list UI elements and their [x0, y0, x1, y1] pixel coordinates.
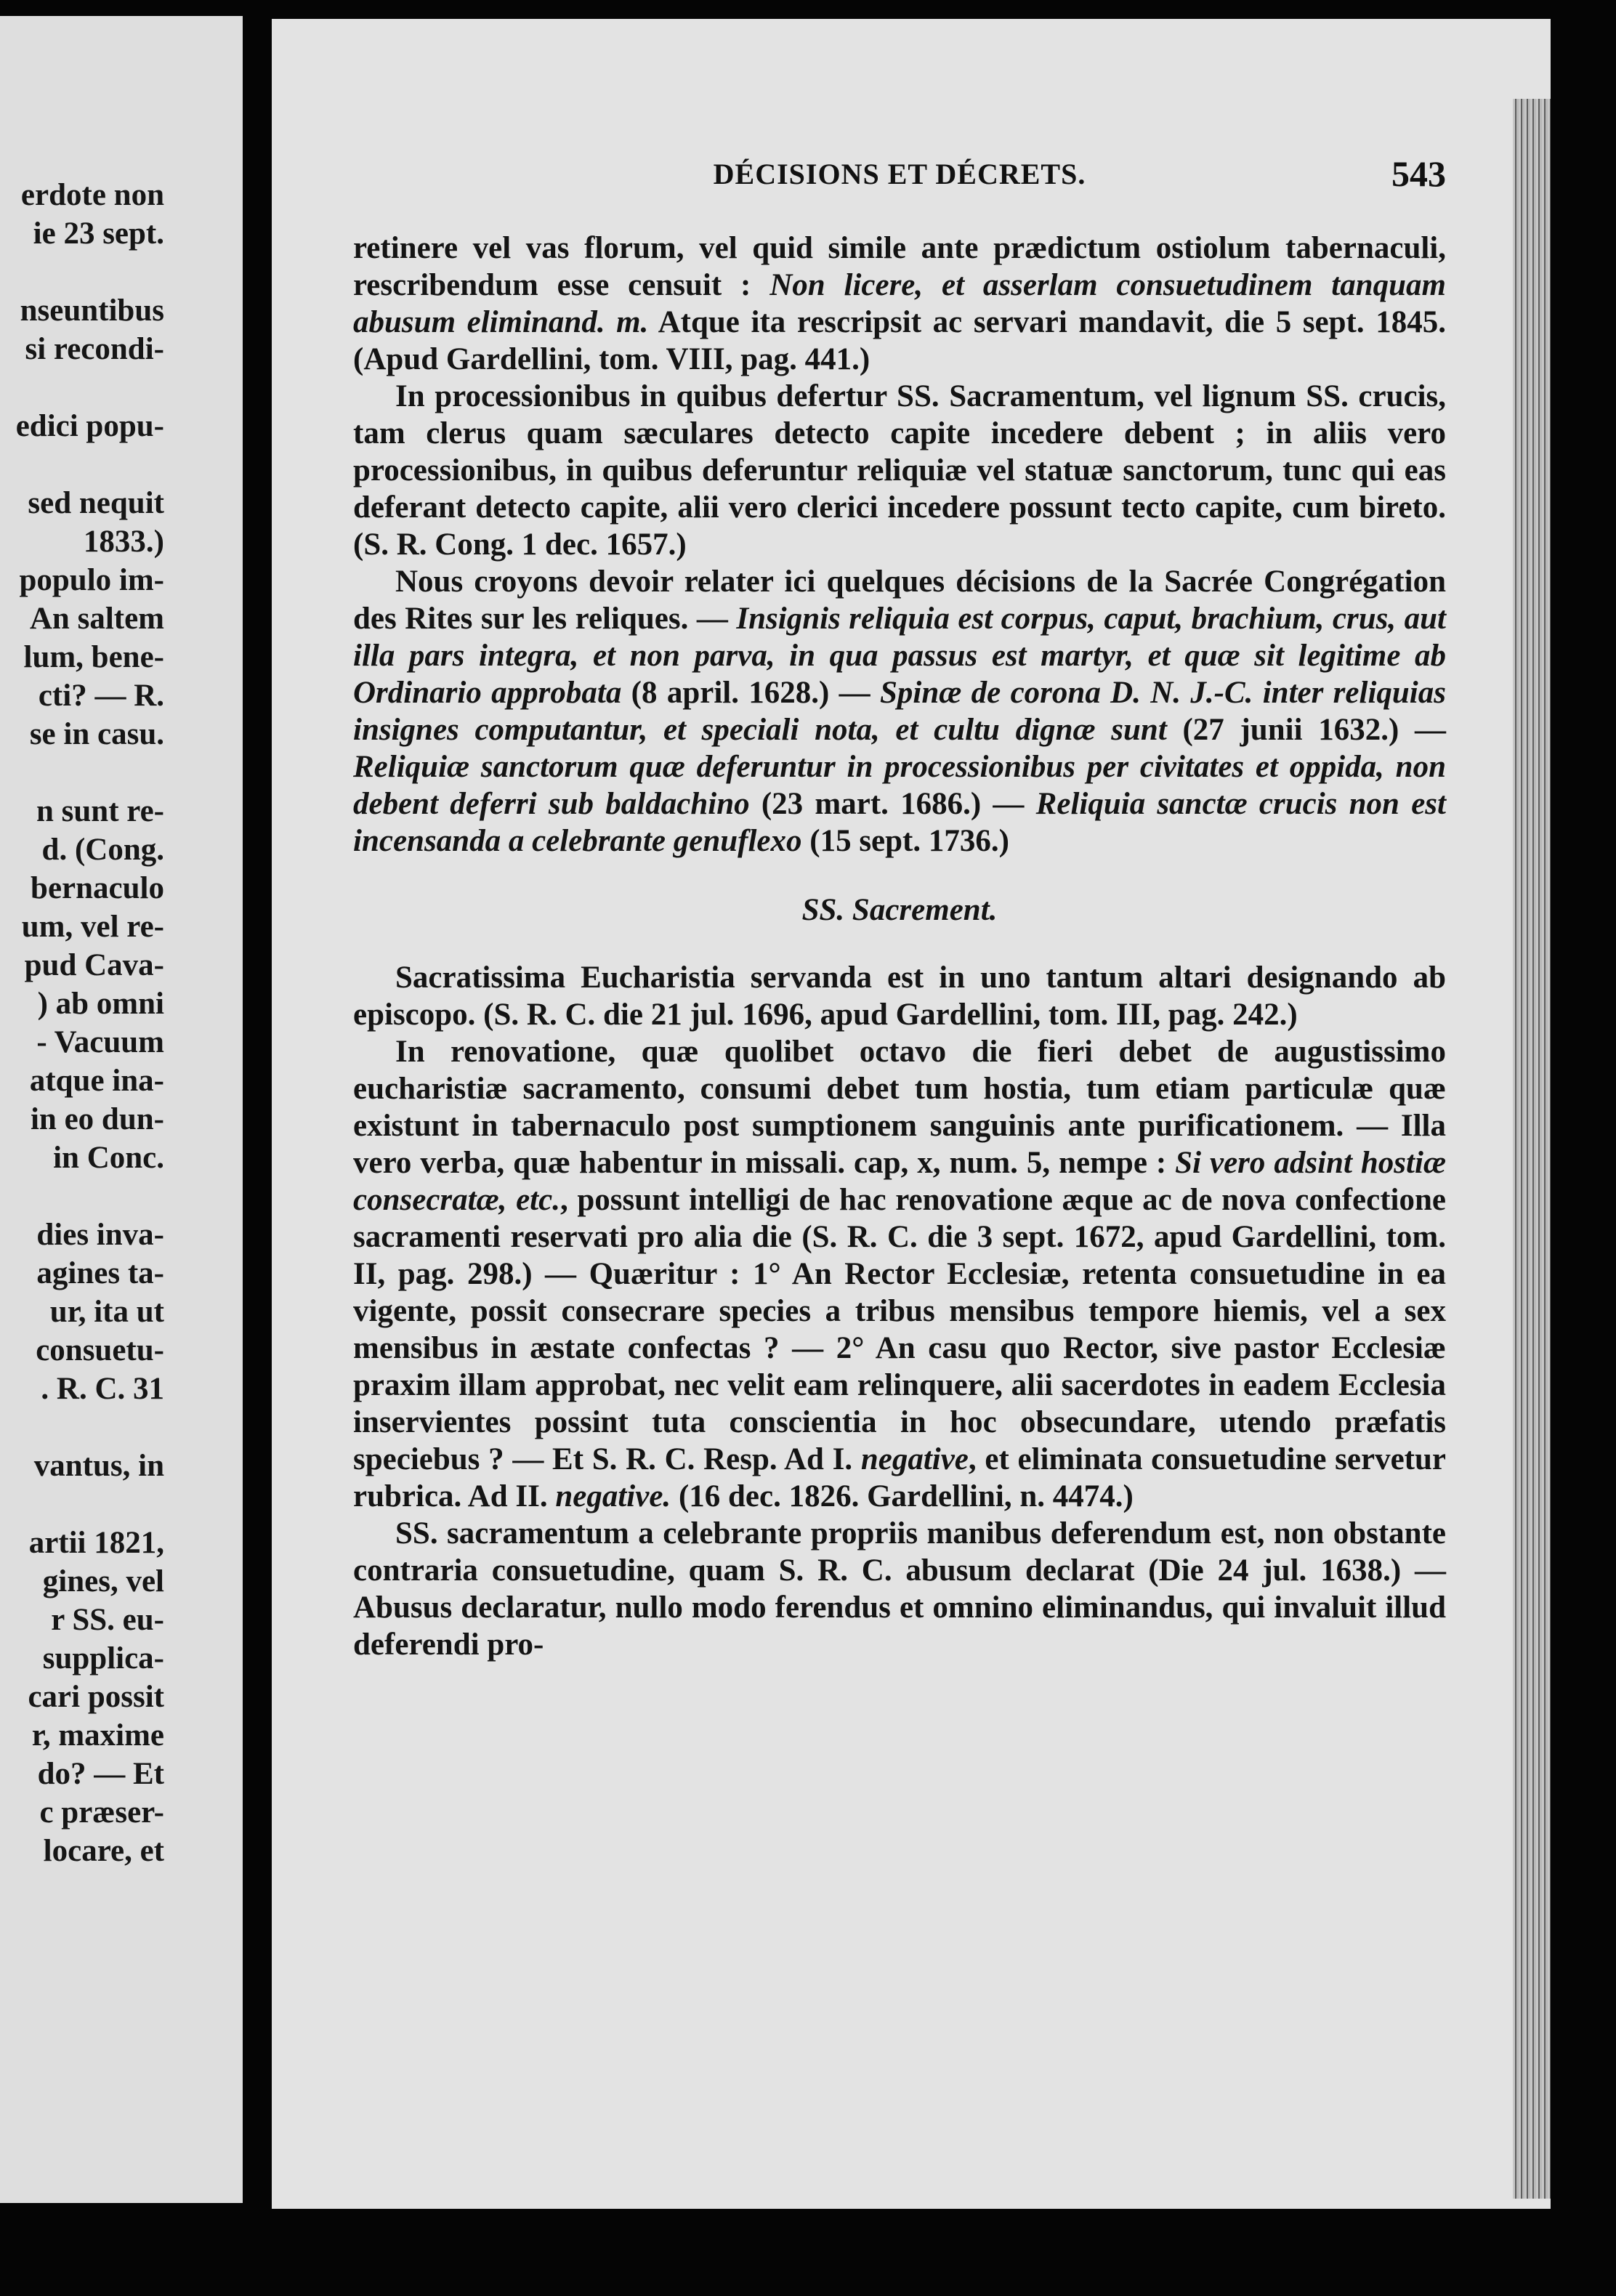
left-page-line: d. (Cong.	[41, 833, 164, 867]
text-run: , et eliminata consuetudine servetur rubrica. Ad II.	[353, 1442, 1446, 1513]
left-page-line: agines ta-	[36, 1256, 164, 1290]
left-page-line: gines, vel	[42, 1564, 164, 1598]
left-page-line: erdote non	[20, 178, 164, 212]
left-page-line: . R. C. 31	[41, 1372, 164, 1406]
left-page-line: atque ina-	[29, 1064, 164, 1098]
paragraph-eucharist-altar: Sacratissima Eucharistia servanda est in uno tantum altari designando ab episcopo. (S. R. C. die 21 jul. 1696, apud Gardellini, tom. III, pag. 242.)	[353, 961, 1446, 1032]
left-page-line	[16, 753, 164, 792]
left-page-line: bernaculo	[31, 871, 164, 905]
left-page-line: 1833.)	[83, 525, 164, 559]
left-page-line: edici popu-	[15, 409, 164, 443]
text-run: Nous croyons devoir relater ici quelques décisions de la Sacrée Congrégation des Rites sur les reliques. —	[353, 565, 1446, 636]
paragraph-renovation	[353, 1033, 1446, 1515]
text-run: (8 april. 1628.) —	[621, 676, 881, 710]
left-page-line: n sunt re-	[36, 794, 164, 828]
italic-run: Insignis reliquia est corpus, caput, brachium, crus, aut illa pars integra, et non parva, in qua passus est martyr, et quæ sit legitime ab Ordinario approbata	[353, 602, 1446, 710]
italic-run: Reliquiæ sanctorum quæ deferuntur in processionibus per civitates et oppida, non debent deferri sub baldachino	[353, 750, 1446, 821]
left-page-line: cari possit	[28, 1680, 164, 1714]
left-page-line: do? — Et	[37, 1757, 164, 1791]
left-page-line: se in casu.	[29, 717, 164, 751]
left-page-line: supplica-	[42, 1641, 164, 1675]
text-run: Atque ita rescripsit ac servari mandavit, die 5 sept. 1845. (Apud Gardellini, tom. VIII, pag. 441.)	[353, 305, 1446, 376]
paragraph-celebrant: SS. sacramentum a celebrante propriis manibus deferendum est, non obstante contraria consuetudine, quam S. R. C. abusum declarat (Die 24 jul. 1638.) — Abusus declaratur, nullo modo ferendus et omnino eliminandus, qui invaluit illud deferendi pro-	[353, 1516, 1446, 1662]
italic-run: negative	[860, 1442, 969, 1476]
left-page-line: An saltem	[29, 602, 164, 636]
left-page-line	[16, 368, 164, 407]
left-page-line: in Conc.	[53, 1141, 164, 1175]
left-page-line	[16, 1177, 164, 1216]
left-page-line: in eo dun-	[30, 1102, 164, 1136]
italic-run: Reliquia sanctæ crucis non est incensanda a celebrante genuflexo	[353, 787, 1446, 858]
left-page-line: nseuntibus	[20, 294, 164, 328]
paragraph-continuation	[353, 230, 1446, 378]
text-run: (16 dec. 1826. Gardellini, n. 4474.)	[671, 1479, 1134, 1513]
text-run: (27 junii 1632.) —	[1166, 713, 1446, 747]
left-page-line: vantus, in	[33, 1449, 164, 1483]
page-number: 543	[1391, 153, 1446, 194]
left-page-line: sed nequit	[28, 486, 164, 520]
italic-run: Non licere, et asserlam consuetudinem tanquam abusum eliminand. m.	[353, 268, 1446, 339]
left-page-line: r SS. eu-	[51, 1603, 164, 1637]
left-page-line: ur, ita ut	[49, 1295, 164, 1329]
paragraph-processions: In processionibus in quibus defertur SS. Sacramentum, vel lignum SS. crucis, tam clerus quam sæculares detecto capite incedere debent ; in aliis vero processionibus, in quibus deferuntur reliquiæ vel statuæ sanctorum, tunc qui eas deferant detecto capite, alii vero clerici incedere possunt tecto capite, cum bireto. (S. R. Cong. 1 dec. 1657.)	[353, 379, 1446, 562]
left-page-line	[16, 1408, 164, 1447]
left-page-line: lum, bene-	[23, 640, 164, 674]
left-page-line	[16, 1485, 164, 1524]
paragraph-relics	[353, 563, 1446, 860]
left-page-line: ) ab omni	[37, 987, 164, 1021]
book-gutter	[243, 0, 272, 2296]
left-page-line	[16, 445, 164, 484]
left-page-line: um, vel re-	[21, 910, 164, 944]
body-text	[353, 230, 1446, 1663]
italic-run: Spinæ de corona D. N. J.-C. inter reliquias insignes computantur, et speciali nota, et cultu dignæ sunt	[353, 676, 1446, 747]
left-page-line: dies inva-	[36, 1218, 164, 1252]
italic-run: negative.	[555, 1479, 671, 1513]
left-page-line: artii 1821,	[28, 1526, 164, 1560]
text-run: (15 sept. 1736.)	[801, 824, 1009, 858]
italic-run: Si vero adsint hostiæ consecratæ, etc.	[353, 1146, 1446, 1217]
left-page-line	[16, 253, 164, 291]
left-page-text	[16, 176, 164, 1870]
left-page-line: cti? — R.	[38, 679, 164, 713]
left-page-line: si recondi-	[25, 332, 164, 366]
text-run: (23 mart. 1686.) —	[749, 787, 1036, 821]
left-page-fragment	[0, 16, 243, 2203]
running-title: DÉCISIONS ET DÉCRETS.	[713, 158, 1086, 190]
left-page-line: r, maxime	[31, 1718, 164, 1753]
left-page-line: populo im-	[19, 563, 164, 597]
left-page-line: consuetu-	[36, 1333, 164, 1367]
page-edges	[1513, 99, 1551, 2199]
text-run: retinere vel vas florum, vel quid simile ante prædictum ostiolum tabernaculi, rescribendum esse censuit :	[353, 231, 1446, 302]
left-page-line: c præser-	[39, 1795, 164, 1830]
running-header	[353, 153, 1446, 201]
text-run: In renovatione, quæ quolibet octavo die fieri debet de augustissimo eucharistiæ sacramento, consumi debet tum hostia, tum etiam particulæ quæ existunt in tabernaculo post sumptionem sanguinis ante purificationem. — Illa vero verba, quæ habentur in missali. cap, x, num. 5, nempe :	[353, 1035, 1446, 1180]
section-title: SS. Sacrement.	[801, 893, 998, 927]
text-run: , possunt intelligi de hac renovatione æque ac de nova confectione sacramenti reservati pro alia die (S. R. C. die 3 sept. 1672, apud Gardellini, tom. II, pag. 298.) — Quæritur : 1° An Rector Ecclesiæ, retenta consuetudine in ea vigente, possit consecrare species a tribus mensibus tempore hiemis, vel a sex mensibus in æstate confectas ? — 2° An casu quo Rector, sive pastor Ecclesiæ praxim illam approbat, nec velit eam relinquere, alii sacerdotes in eadem Ecclesia inservientes possint tuta conscientia in hoc obsecundare, utendo præfatis speciebus ? — Et S. R. C. Resp. Ad I.	[353, 1183, 1446, 1476]
right-page	[272, 19, 1551, 2209]
left-page-line: ie 23 sept.	[33, 217, 164, 251]
left-page-line: - Vacuum	[36, 1025, 164, 1059]
left-page-line: pud Cava-	[24, 948, 164, 982]
left-page-line: locare, et	[43, 1834, 164, 1868]
